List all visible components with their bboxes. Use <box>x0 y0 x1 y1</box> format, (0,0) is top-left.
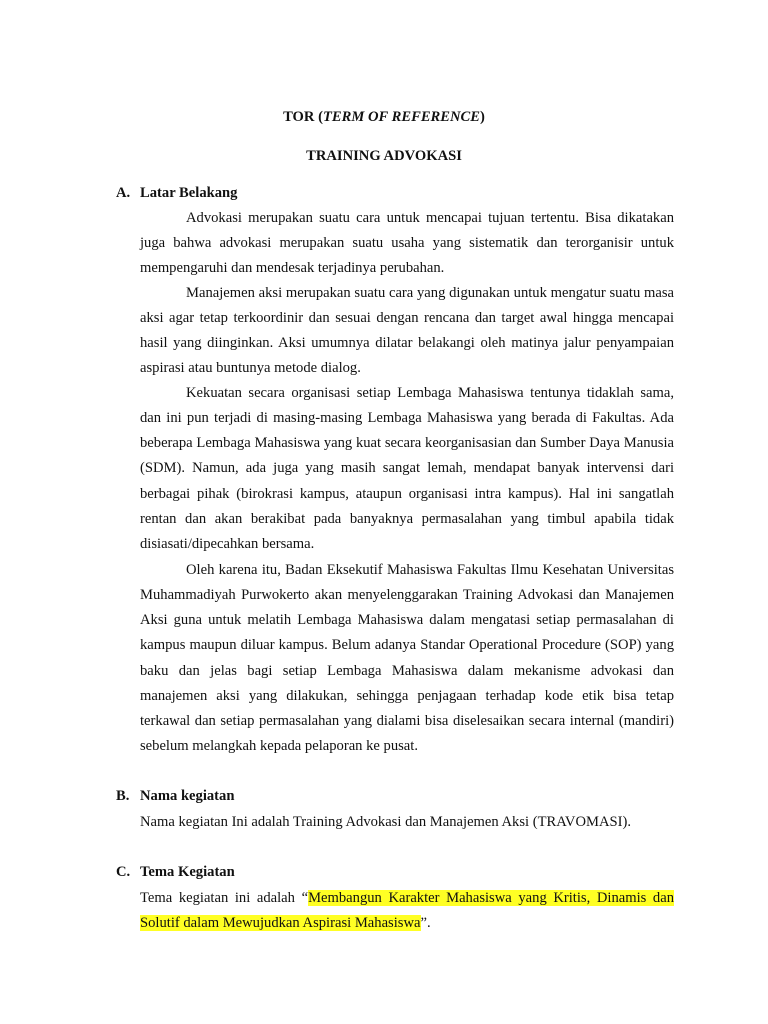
section-b-text: Nama kegiatan Ini adalah Training Advokasi dan Manajemen Aksi (TRAVOMASI). <box>140 814 631 830</box>
section-a-paragraph-3: Kekuatan secara organisasi setiap Lembaga Mahasiswa tentunya tidaklah sama, dan ini pun terjadi di masing-masing Lembaga Mahasiswa yang berada di Fakultas. Ada beberapa Lembaga Mahasiswa yang kuat secara keorganisasian dan Sumber Daya Manusia (SDM). Namun, ada juga yang masih sangat lemah, mendapat banyak intervensi dari berbagai pihak (birokrasi kampus, ataupun organisasi intra kampus). Hal ini sangatlah rentan dan akan berakibat pada banyaknya permasalahan yang timbul apabila tidak disiasati/dipecahkan bersama. <box>140 385 674 552</box>
section-a-title: Latar Belakang <box>140 185 238 201</box>
section-a-paragraph-1: Advokasi merupakan suatu cara untuk mencapai tujuan tertentu. Bisa dikatakan juga bahwa advokasi merupakan suatu usaha yang sistematik dan terorganisir untuk mempengaruhi dan mendesak terjadinya perubahan. <box>140 210 674 277</box>
section-a-heading <box>116 183 237 203</box>
section-a-paragraph-4: Oleh karena itu, Badan Eksekutif Mahasiswa Fakultas Ilmu Kesehatan Universitas Muhammadiyah Purwokerto akan menyelenggarakan Training Advokasi dan Manajemen Aksi guna untuk melatih Lembaga Mahasiswa dalam mengatasi setiap permasalahan di kampus maupun diluar kampus. Belum adanya Standar Operational Procedure (SOP) yang baku dan jelas bagi setiap Lembaga Mahasiswa dalam mekanisme advokasi dan manajemen aksi yang dilakukan, sehingga penjagaan terhadap kode etik bisa tetap terkawal dan setiap permasalahan yang dialami bisa diselesaikan secara internal (mandiri) sebelum melangkah kepada pelaporan ke pusat. <box>140 562 674 755</box>
section-b-heading <box>116 786 234 806</box>
section-c-text <box>140 886 674 936</box>
section-b-title: Nama kegiatan <box>140 788 235 804</box>
title-emphasis: TERM OF REFERENCE <box>322 109 481 125</box>
section-c-text-after: ”. <box>420 915 431 932</box>
title-suffix: ) <box>480 109 485 125</box>
section-c-theme-highlight: Membangun Karakter Mahasiswa yang Kritis, Dinamis dan Solutif dalam Mewujudkan Aspirasi Mahasiswa <box>140 890 674 932</box>
section-b-letter: B. <box>116 788 130 804</box>
document-title <box>0 107 768 127</box>
section-c-title: Tema Kegiatan <box>140 864 235 880</box>
section-a-letter: A. <box>116 185 131 201</box>
section-c-heading <box>116 862 235 882</box>
section-c-text-before: Tema kegiatan ini adalah “ <box>140 890 309 906</box>
section-a-paragraph-2: Manajemen aksi merupakan suatu cara yang digunakan untuk mengatur suatu masa aksi agar tetap terkoordinir dan sesuai dengan rencana dan target awal hingga mencapai hasil yang diinginkan. Aksi umumnya dilatar belakangi oleh matinya jalur penyampaian aspirasi atau buntunya metode dialog. <box>140 285 674 377</box>
section-c-letter: C. <box>116 864 131 880</box>
title-prefix: TOR ( <box>283 109 323 125</box>
document-subtitle: TRAINING ADVOKASI <box>306 148 462 164</box>
